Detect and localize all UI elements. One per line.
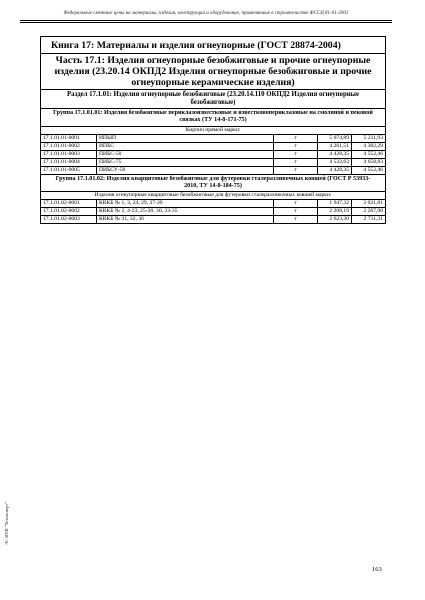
material-code: 17.1.01.02-0002 bbox=[41, 208, 97, 215]
unit: т bbox=[274, 208, 318, 215]
unit: т bbox=[274, 135, 318, 142]
table-row bbox=[41, 167, 385, 175]
group-title-1: Группа 17.1.01.01: Изделия безобжиговые периклазоизвестковые и известковопериклазовые на смоляной и пековой связках (ТУ 14-8-171-75) bbox=[41, 109, 385, 127]
material-name: КВКБ № 2, 4-23, 25-28, 30, 33-35 bbox=[97, 208, 274, 215]
price-2: 5 211,93 bbox=[363, 134, 383, 141]
table-row bbox=[41, 143, 385, 151]
price-2: 4 658,83 bbox=[363, 158, 383, 165]
material-name: ИПБС bbox=[97, 143, 274, 150]
price-1: 4 532,63 bbox=[318, 159, 352, 166]
running-header: Федеральные сметные цены на материалы, изделия, конструкции и оборудование, применяемые в строительстве ФССЦ 81-01-2001 bbox=[63, 11, 349, 16]
page-number: 163 bbox=[372, 566, 382, 573]
price-2: 4 382,29 bbox=[363, 142, 383, 149]
material-code: 17.1.01.01-0005 bbox=[41, 167, 97, 174]
table-row bbox=[41, 151, 385, 159]
material-name: КВКБ № 31, 32, 36 bbox=[97, 216, 274, 223]
unit: т bbox=[274, 159, 318, 166]
table-row bbox=[41, 200, 385, 208]
price-1: 2 208,19 bbox=[318, 208, 352, 215]
price-1: 4 428,35 bbox=[318, 151, 352, 158]
price-1: 1 947,32 bbox=[318, 200, 352, 207]
unit: т bbox=[274, 143, 318, 150]
material-code: 17.1.01.01-0002 bbox=[41, 143, 97, 150]
material-name: ИПЫП bbox=[97, 135, 274, 142]
material-name: КВКБ № 1, 3, 24, 29, 37-39 bbox=[97, 200, 274, 207]
price-1: 4 428,35 bbox=[318, 167, 352, 174]
subgroup-label-1: Кирпич прямой марки: bbox=[41, 127, 385, 135]
subgroup-label-2: Изделия огнеупорные кварцитовые безобжиговые для футеровки сталеразливочных ковшей марки: bbox=[41, 192, 385, 200]
price-1: 4 261,51 bbox=[318, 143, 352, 150]
table-row bbox=[41, 216, 385, 223]
header-rule-second bbox=[20, 22, 392, 23]
unit: т bbox=[274, 216, 318, 223]
material-code: 17.1.01.01-0004 bbox=[41, 159, 97, 166]
material-code: 17.1.01.02-0003 bbox=[41, 216, 97, 223]
book-title: Книга 17: Материалы и изделия огнеупорные (ГОСТ 28874-2004) bbox=[41, 37, 385, 54]
price-2: 2 021,81 bbox=[363, 200, 383, 207]
material-name: ПИБС-75 bbox=[97, 159, 274, 166]
table-row bbox=[41, 208, 385, 216]
material-code: 17.1.01.01-0001 bbox=[41, 135, 97, 142]
price-2: 4 552,46 bbox=[363, 166, 383, 173]
price-1: 2 623,30 bbox=[318, 216, 352, 223]
price-1: 5 074,89 bbox=[318, 135, 352, 142]
price-2: 2 287,90 bbox=[363, 208, 383, 215]
price-2: 2 711,31 bbox=[363, 216, 383, 223]
material-name: ПИБСУ-50 bbox=[97, 167, 274, 174]
section-title: Раздел 17.1.01: Изделия огнеупорные безобжиговые (23.20.14.110 ОКПД2 Изделия огнеупорные безобжиговые) bbox=[41, 90, 385, 109]
material-code: 17.1.01.02-0001 bbox=[41, 200, 97, 207]
group-title-2: Группа 17.1.01.02: Изделия кварцитовые безобжиговые для футеровки сталеразливочных ковшей (ГОСТ Р 53933-2010, ТУ 14-8-184-75) bbox=[41, 175, 385, 193]
part-title: Часть 17.1: Изделия огнеупорные безобжиговые и прочие огнеупорные изделия (23.20.14 ОКПД2 Изделия огнеупорные безобжиговые и прочие огнеупорные керамические изделия) bbox=[41, 54, 385, 90]
table-row bbox=[41, 159, 385, 167]
unit: т bbox=[274, 200, 318, 207]
unit: т bbox=[274, 167, 318, 174]
table-row bbox=[41, 135, 385, 143]
material-code: 17.1.01.01-0003 bbox=[41, 151, 97, 158]
unit: т bbox=[274, 151, 318, 158]
price-table bbox=[40, 36, 386, 224]
side-watermark-text: ЭС ИТИ "Техэксперт" bbox=[4, 501, 9, 545]
material-name: ПИБС-50 bbox=[97, 151, 274, 158]
price-2: 4 552,46 bbox=[363, 150, 383, 157]
